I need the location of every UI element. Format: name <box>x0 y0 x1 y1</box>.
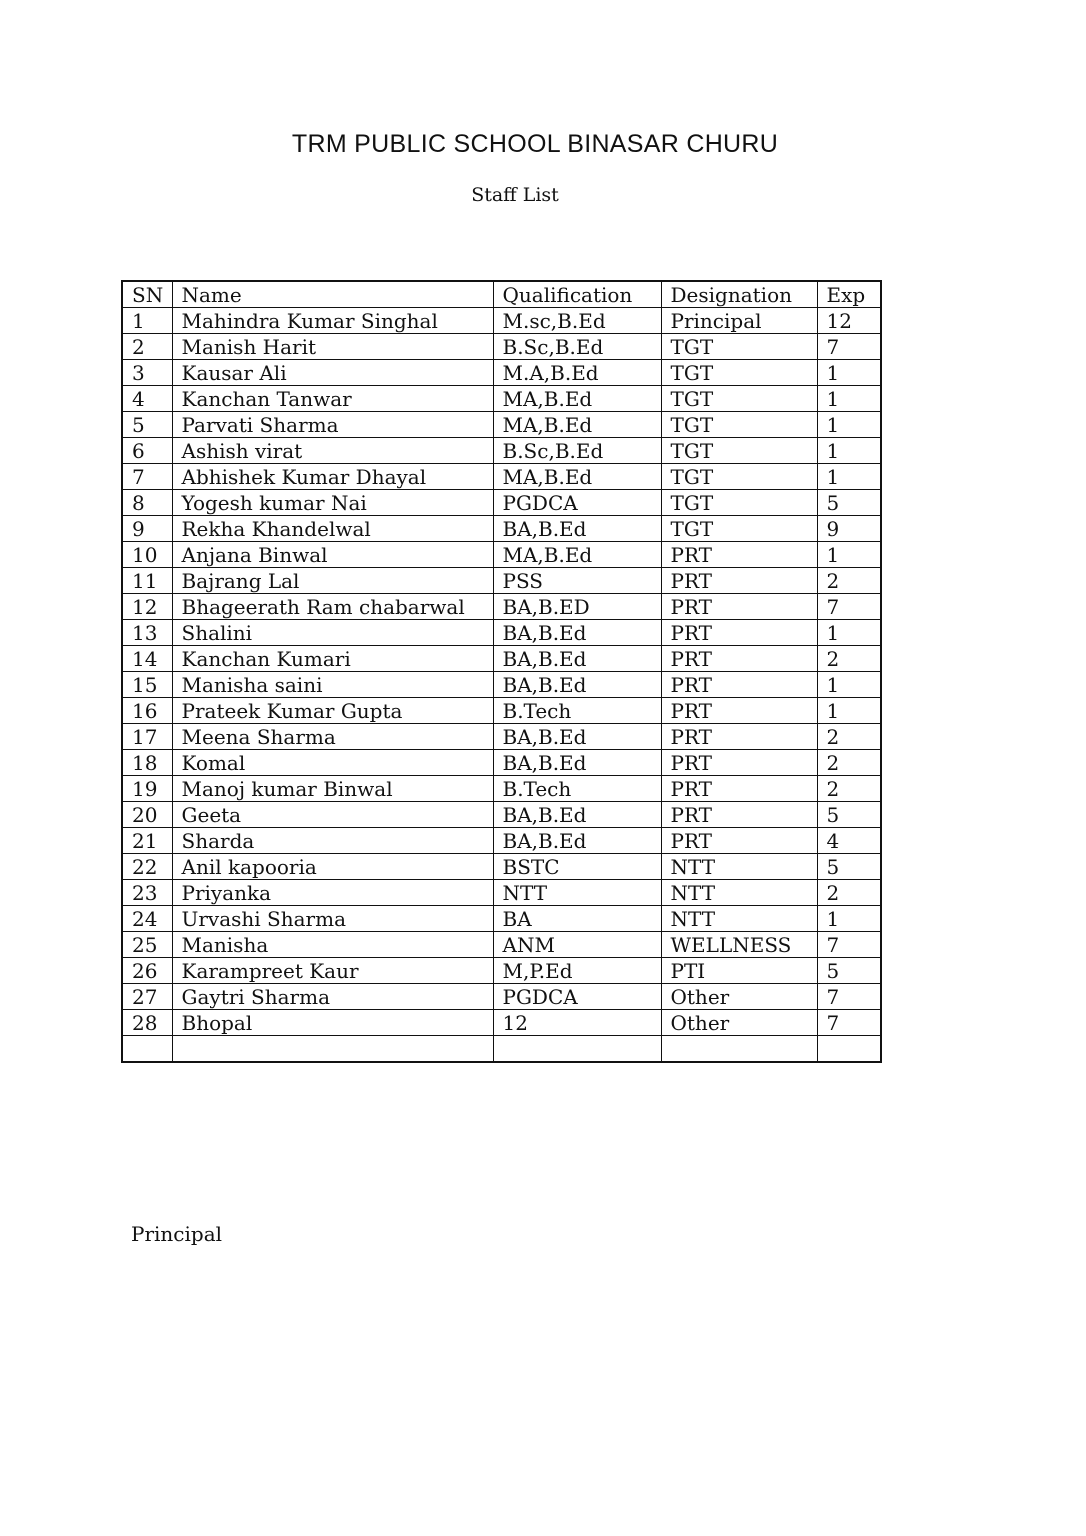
cell-sn: 24 <box>122 906 172 932</box>
table-row <box>122 880 881 906</box>
cell-qualification: BA,B.Ed <box>493 802 661 828</box>
cell-qualification: BA,B.Ed <box>493 828 661 854</box>
cell-designation: NTT <box>661 854 817 880</box>
cell-name: Abhishek Kumar Dhayal <box>172 464 493 490</box>
cell-name: Anil kapooria <box>172 854 493 880</box>
cell-exp: 9 <box>817 516 881 542</box>
cell-exp: 5 <box>817 490 881 516</box>
cell-exp: 12 <box>817 308 881 334</box>
table-row <box>122 724 881 750</box>
cell-designation: PRT <box>661 568 817 594</box>
cell-name: Mahindra Kumar Singhal <box>172 308 493 334</box>
cell-sn: 8 <box>122 490 172 516</box>
column-header-designation: Designation <box>661 281 817 308</box>
cell-sn: 25 <box>122 932 172 958</box>
cell-exp: 1 <box>817 906 881 932</box>
cell-designation: PRT <box>661 646 817 672</box>
cell-exp: 1 <box>817 620 881 646</box>
cell-exp: 1 <box>817 438 881 464</box>
cell-exp: 2 <box>817 724 881 750</box>
cell-exp: 2 <box>817 750 881 776</box>
table-row <box>122 542 881 568</box>
cell-qualification: BA,B.Ed <box>493 646 661 672</box>
cell-qualification: B.Sc,B.Ed <box>493 334 661 360</box>
cell-qualification: M.sc,B.Ed <box>493 308 661 334</box>
cell-exp: 2 <box>817 568 881 594</box>
cell-designation: PRT <box>661 594 817 620</box>
cell-sn: 16 <box>122 698 172 724</box>
cell-designation: WELLNESS <box>661 932 817 958</box>
cell-designation: TGT <box>661 490 817 516</box>
cell-qualification: PGDCA <box>493 984 661 1010</box>
cell-exp: 4 <box>817 828 881 854</box>
cell-name: Manisha <box>172 932 493 958</box>
cell-exp: 7 <box>817 932 881 958</box>
cell-exp: 5 <box>817 958 881 984</box>
cell-sn: 13 <box>122 620 172 646</box>
table-row <box>122 568 881 594</box>
cell-exp: 1 <box>817 464 881 490</box>
table-row <box>122 308 881 334</box>
table-row <box>122 360 881 386</box>
table-row <box>122 958 881 984</box>
cell-designation: PTI <box>661 958 817 984</box>
cell-designation: TGT <box>661 386 817 412</box>
cell-sn: 4 <box>122 386 172 412</box>
cell-qualification: M.A,B.Ed <box>493 360 661 386</box>
cell-qualification: MA,B.Ed <box>493 464 661 490</box>
cell-designation: TGT <box>661 412 817 438</box>
table-row <box>122 828 881 854</box>
cell-qualification: B.Tech <box>493 776 661 802</box>
cell-sn <box>122 1036 172 1063</box>
table-row <box>122 646 881 672</box>
table-row <box>122 698 881 724</box>
cell-qualification: MA,B.Ed <box>493 542 661 568</box>
cell-name: Urvashi Sharma <box>172 906 493 932</box>
cell-sn: 12 <box>122 594 172 620</box>
cell-qualification: PGDCA <box>493 490 661 516</box>
table-row <box>122 776 881 802</box>
cell-exp <box>817 1036 881 1063</box>
document-subtitle: Staff List <box>471 184 559 206</box>
cell-exp: 1 <box>817 542 881 568</box>
cell-designation: PRT <box>661 672 817 698</box>
cell-exp: 7 <box>817 984 881 1010</box>
table-row <box>122 386 881 412</box>
table-row <box>122 672 881 698</box>
cell-qualification: MA,B.Ed <box>493 386 661 412</box>
cell-designation: PRT <box>661 542 817 568</box>
table-row <box>122 1010 881 1036</box>
cell-name: Ashish virat <box>172 438 493 464</box>
cell-sn: 20 <box>122 802 172 828</box>
cell-name: Manisha saini <box>172 672 493 698</box>
cell-sn: 2 <box>122 334 172 360</box>
cell-name: Bajrang Lal <box>172 568 493 594</box>
cell-designation: TGT <box>661 334 817 360</box>
cell-sn: 3 <box>122 360 172 386</box>
cell-exp: 1 <box>817 698 881 724</box>
cell-sn: 26 <box>122 958 172 984</box>
table-row <box>122 594 881 620</box>
cell-name: Prateek Kumar Gupta <box>172 698 493 724</box>
cell-sn: 17 <box>122 724 172 750</box>
cell-sn: 21 <box>122 828 172 854</box>
cell-exp: 1 <box>817 386 881 412</box>
cell-exp: 7 <box>817 334 881 360</box>
cell-exp: 7 <box>817 1010 881 1036</box>
cell-sn: 22 <box>122 854 172 880</box>
cell-qualification: BA,B.Ed <box>493 516 661 542</box>
staff-table <box>121 280 882 1063</box>
cell-name: Bhageerath Ram chabarwal <box>172 594 493 620</box>
cell-qualification: BA,B.Ed <box>493 672 661 698</box>
cell-name: Komal <box>172 750 493 776</box>
principal-signature-label: Principal <box>131 1222 223 1246</box>
cell-name: Gaytri Sharma <box>172 984 493 1010</box>
cell-qualification: B.Tech <box>493 698 661 724</box>
cell-name <box>172 1036 493 1063</box>
cell-name: Karampreet Kaur <box>172 958 493 984</box>
cell-exp: 1 <box>817 360 881 386</box>
cell-sn: 28 <box>122 1010 172 1036</box>
cell-name: Kanchan Kumari <box>172 646 493 672</box>
cell-exp: 5 <box>817 802 881 828</box>
cell-exp: 5 <box>817 854 881 880</box>
cell-qualification: BA,B.ED <box>493 594 661 620</box>
cell-designation: Principal <box>661 308 817 334</box>
table-row <box>122 1036 881 1063</box>
cell-sn: 1 <box>122 308 172 334</box>
table-row <box>122 984 881 1010</box>
cell-name: Anjana Binwal <box>172 542 493 568</box>
cell-designation: PRT <box>661 724 817 750</box>
column-header-sn: SN <box>122 281 172 308</box>
cell-sn: 11 <box>122 568 172 594</box>
cell-exp: 2 <box>817 646 881 672</box>
cell-designation: Other <box>661 984 817 1010</box>
table-row <box>122 412 881 438</box>
table-row <box>122 464 881 490</box>
cell-sn: 10 <box>122 542 172 568</box>
cell-qualification: M,P.Ed <box>493 958 661 984</box>
column-header-name: Name <box>172 281 493 308</box>
table-row <box>122 334 881 360</box>
cell-name: Manish Harit <box>172 334 493 360</box>
cell-designation: NTT <box>661 906 817 932</box>
cell-designation: PRT <box>661 620 817 646</box>
cell-name: Bhopal <box>172 1010 493 1036</box>
table-row <box>122 750 881 776</box>
cell-exp: 2 <box>817 880 881 906</box>
cell-designation <box>661 1036 817 1063</box>
cell-qualification: MA,B.Ed <box>493 412 661 438</box>
cell-designation: TGT <box>661 464 817 490</box>
cell-qualification: 12 <box>493 1010 661 1036</box>
cell-designation: PRT <box>661 698 817 724</box>
cell-name: Meena Sharma <box>172 724 493 750</box>
cell-qualification: ANM <box>493 932 661 958</box>
cell-name: Kausar Ali <box>172 360 493 386</box>
table-row <box>122 490 881 516</box>
cell-name: Kanchan Tanwar <box>172 386 493 412</box>
cell-exp: 7 <box>817 594 881 620</box>
cell-designation: NTT <box>661 880 817 906</box>
cell-qualification: BA,B.Ed <box>493 750 661 776</box>
table-row <box>122 854 881 880</box>
cell-exp: 1 <box>817 672 881 698</box>
cell-qualification: BA,B.Ed <box>493 620 661 646</box>
cell-qualification: PSS <box>493 568 661 594</box>
cell-name: Parvati Sharma <box>172 412 493 438</box>
cell-qualification <box>493 1036 661 1063</box>
cell-sn: 7 <box>122 464 172 490</box>
cell-sn: 27 <box>122 984 172 1010</box>
cell-designation: PRT <box>661 776 817 802</box>
cell-qualification: BA,B.Ed <box>493 724 661 750</box>
cell-sn: 6 <box>122 438 172 464</box>
cell-designation: Other <box>661 1010 817 1036</box>
school-title: TRM PUBLIC SCHOOL BINASAR CHURU <box>291 130 779 158</box>
cell-sn: 19 <box>122 776 172 802</box>
cell-sn: 14 <box>122 646 172 672</box>
cell-name: Sharda <box>172 828 493 854</box>
cell-qualification: BA <box>493 906 661 932</box>
staff-table-body <box>122 308 881 1063</box>
cell-name: Priyanka <box>172 880 493 906</box>
cell-qualification: NTT <box>493 880 661 906</box>
table-row <box>122 620 881 646</box>
cell-designation: TGT <box>661 516 817 542</box>
table-row <box>122 932 881 958</box>
cell-qualification: BSTC <box>493 854 661 880</box>
cell-designation: TGT <box>661 360 817 386</box>
table-row <box>122 906 881 932</box>
cell-designation: PRT <box>661 802 817 828</box>
cell-sn: 18 <box>122 750 172 776</box>
cell-name: Manoj kumar Binwal <box>172 776 493 802</box>
cell-name: Geeta <box>172 802 493 828</box>
cell-exp: 2 <box>817 776 881 802</box>
table-row <box>122 802 881 828</box>
table-header-row <box>122 281 881 308</box>
cell-exp: 1 <box>817 412 881 438</box>
cell-name: Yogesh kumar Nai <box>172 490 493 516</box>
cell-designation: TGT <box>661 438 817 464</box>
table-row <box>122 438 881 464</box>
column-header-exp: Exp <box>817 281 881 308</box>
cell-sn: 23 <box>122 880 172 906</box>
cell-qualification: B.Sc,B.Ed <box>493 438 661 464</box>
cell-sn: 9 <box>122 516 172 542</box>
table-row <box>122 516 881 542</box>
cell-designation: PRT <box>661 750 817 776</box>
cell-sn: 15 <box>122 672 172 698</box>
cell-name: Shalini <box>172 620 493 646</box>
cell-sn: 5 <box>122 412 172 438</box>
cell-designation: PRT <box>661 828 817 854</box>
cell-name: Rekha Khandelwal <box>172 516 493 542</box>
column-header-qualification: Qualification <box>493 281 661 308</box>
